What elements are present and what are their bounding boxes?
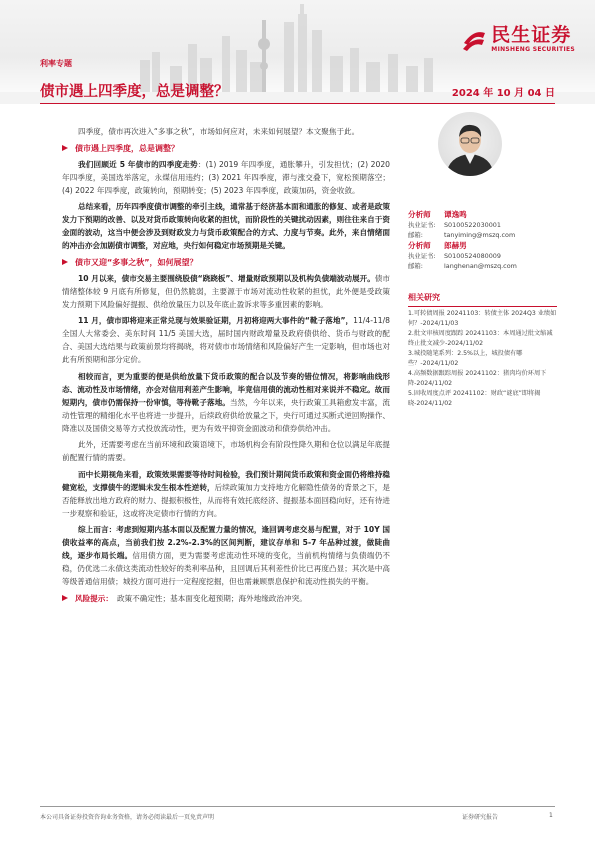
analyst-photo	[438, 112, 502, 176]
section-heading-2	[62, 256, 390, 269]
paragraph: 综上而言：考虑到短期内基本面以及配置力量的情况，逢回调考虑交易与配置，对于 10Y 国债收益率的高点，当前我们按 2.2%-2.3%的区间判断，建议存单和 5-7 年品种过渡，做陡曲线，逐步布局长端。信用债方面，更为需要考虑流动性环境的变化，当前机构情绪与负债端仍不稳，仍优选二永债这类流动性较好的类利率品种，且回调后其利差性价比已再度凸显；其次是中高等级普通信用债；城投方面可进行一定程度挖掘，但也需兼顾票息保护和流动性损失的平衡。	[62, 525, 391, 586]
header-banner	[0, 0, 595, 104]
analyst-card: 分析师 谭逸鸣 执业证书: S0100522030001 邮箱: tanyiming@mszq.com	[408, 210, 516, 239]
analyst-email[interactable]: tanyiming@mszq.com	[444, 231, 516, 239]
section-heading-1	[62, 142, 390, 155]
footer-disclaimer: 本公司具备证券投资咨询业务资格，请务必阅读最后一页免责声明	[40, 814, 215, 821]
main-body	[62, 125, 390, 605]
analyst-email[interactable]: langhenan@mszq.com	[444, 262, 517, 270]
risk-label: 风险提示：	[75, 593, 113, 603]
paragraph: 而中长期视角来看，政策效果需要等待时间检验，我们预计期间货币政策和资金面仍将维持稳健宽松，支撑债牛的逻辑未发生根本性逆转，后续政策加力支持地方化解隐性债务的背景之下，是否能释放出地方政府的财力、提振积极性，从而将有效托底经济、提振基本面回稳向好，还有待进一步观察和验证，这或将决定债市行情的方向。	[62, 469, 391, 518]
logo-mark-icon	[461, 27, 487, 53]
related-research-list	[408, 309, 557, 409]
related-link[interactable]: 3.城投随笔系列：2.5%以上，城投债有哪些？-2024/11/02	[408, 350, 523, 367]
risk-text: 政策不确定性；基本面变化超预期；海外地缘政治冲突。	[116, 593, 307, 603]
paragraph: 11 月，债市即将迎来正常兑现与效果验证期，月初将迎两大事件的“靴子落地”，11/4-11/8 全国人大常委会、美东时间 11/5 美国大选，届时国内财政增量及政府债供给、货币与财政的配合、美国大选结果与政策前景均将揭晓，将对债市市场情绪和风险偏好产生一定影响，但市场也对此有所预期和部分定价。	[62, 316, 390, 364]
triangle-bullet-icon	[62, 259, 68, 265]
report-title: 债市遇上四季度，总是调整？	[40, 84, 229, 100]
paragraph: 10 月以来，债市交易主要围绕股债“跷跷板”、增量财政预期以及机构负债端波动展开。债市情绪整体较 9 月底有所修复，但仍然脆弱，主要源于市场对流动性收紧的担忧，此外便是受政策发力预期下风险偏好提振、供给放量压力以及年底止盈诉求等多重因素的影响。	[62, 273, 390, 309]
analyst-name: 郎赫男	[444, 241, 467, 250]
logo-name-cn: 民生证券	[491, 24, 572, 46]
related-link[interactable]: 5.固收周度点评 20241102：财政“谜底”即将揭晓-2024/11/02	[408, 390, 541, 407]
paragraph: 我们回顾近 5 年债市的四季度走势：(1) 2019 年四季度，通胀攀升，引发担忧；(2) 2020 年四季度，美国选举落定，永煤信用违约；(3) 2021 年四季度，滞与涨交叠下，宽松预期落空；(4) 2022 年四季度，政策转向，预期转变；(5) 2023 年四季度，政策加码，资金收敛。	[62, 159, 391, 195]
paragraph: 此外，还需要考虑在当前环境和政策语境下，市场机构会有阶段性降久期和仓位以满足年底提前配置行情的需要。	[62, 440, 390, 462]
analyst-avatar-icon	[438, 112, 502, 176]
page-number: 1	[549, 812, 553, 819]
related-research-title: 相关研究	[408, 293, 440, 302]
footer-report-type: 证券研究报告	[462, 814, 499, 821]
paragraph: 总结来看，历年四季度债市调整的牵引主线，通常基于经济基本面和通胀的修复、或者是政策发力下预期的改善、以及对货币政策转向收紧的担忧，而阶段性的关键扰动因素，则往往来自于资金面的波动，这当中便会涉及到财政发力与货币政策配合的方式、力度与节奏。此外，来自情绪面的冲击亦会加剧债市调整，对应地，央行如何稳定市场预期是关键。	[62, 202, 390, 250]
related-link[interactable]: 2.批文审核周度跟踪 20241103：本周通过批文缩减终止批文减少-2024/11/02	[408, 330, 553, 347]
risk-warning	[62, 592, 390, 605]
related-divider	[408, 306, 557, 307]
analyst-card: 分析师 郎赫男 执业证书: S0100524080009 邮箱: langhenan@mszq.com	[408, 241, 517, 270]
report-date: 2024 年 10 月 04 日	[451, 88, 555, 99]
analyst-name: 谭逸鸣	[444, 210, 467, 219]
logo-name-en: MINSHENG SECURITIES	[491, 46, 575, 53]
related-link[interactable]: 4.高频数据跟踪周报 20241102：猪肉均价环周下降-2024/11/02	[408, 370, 547, 387]
header-divider	[40, 103, 555, 104]
report-category: 利率专题	[40, 59, 72, 68]
triangle-bullet-icon	[62, 595, 68, 601]
paragraph: 相较而言，更为重要的便是供给放量下货币政策的配合以及节奏的错位情况，将影响曲线形态、流动性及市场情绪，亦会对信用利差产生影响，毕竟信用债的流动性相对来说并不稳定。故而短期内，债市仍需保持一份审慎，等待靴子落地。当然，今年以来，央行政策工具箱愈发丰富，流动性管理的精细化水平也将进一步提升，后续政府供给放量之下，央行可通过买断式逆回购操作、降准以及国债交易等方式投放流动性，更为有效平抑资金面波动和债券供给冲击。	[62, 371, 391, 433]
footer-divider	[40, 806, 555, 807]
section-heading-text: 债市又迎“多事之秋”，如何展望？	[75, 257, 198, 267]
company-logo	[461, 26, 575, 53]
related-link[interactable]: 1.可转债周报 20241103：转债主体 2024Q3 业绩如何？-2024/11/03	[408, 310, 557, 327]
section-heading-text: 债市遇上四季度，总是调整？	[75, 143, 179, 153]
intro-paragraph: 四季度，债市再次进入“多事之秋”，市场如何应对，未来如何展望？本文聚焦于此。	[78, 127, 360, 136]
triangle-bullet-icon	[62, 145, 68, 151]
